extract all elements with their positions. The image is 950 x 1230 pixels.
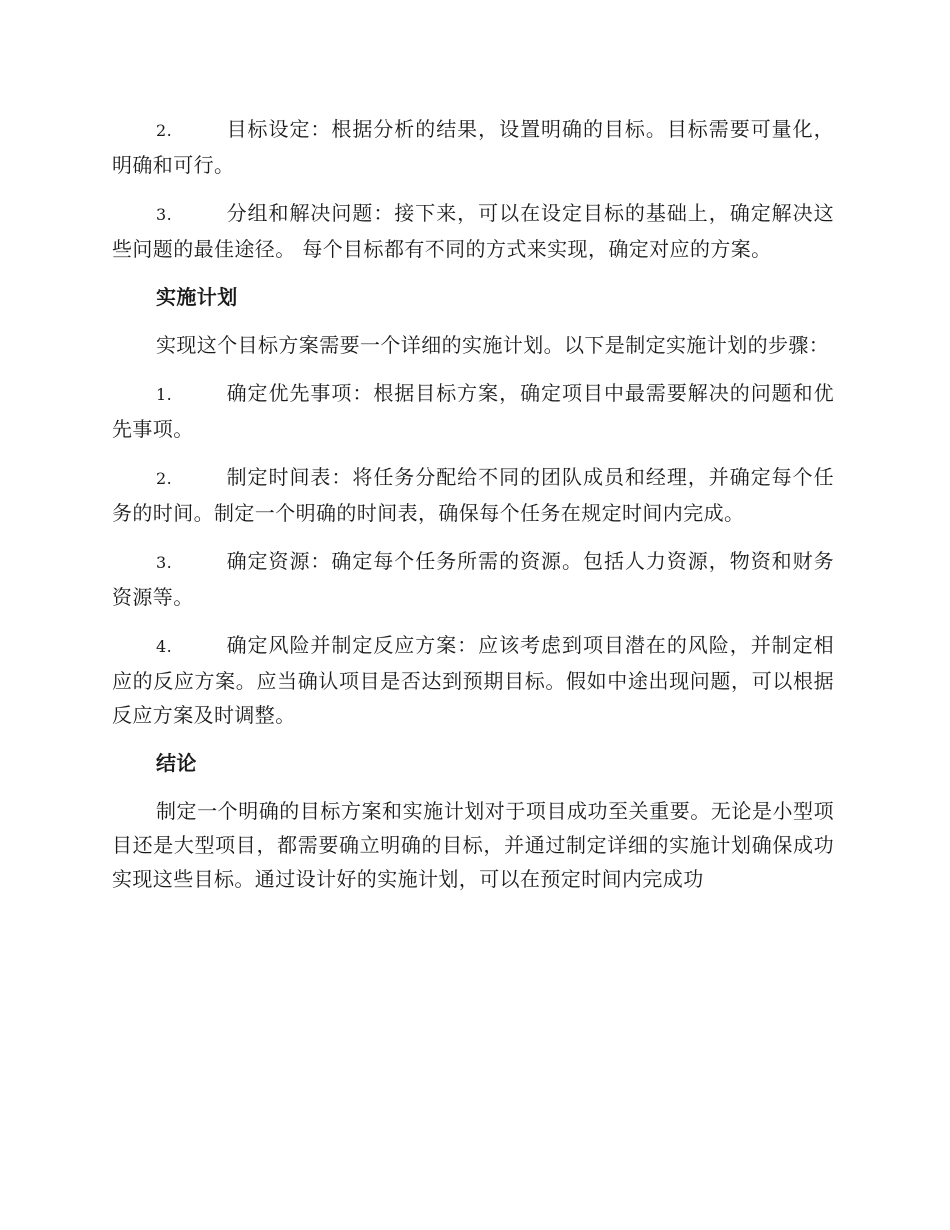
list-item [112,112,834,182]
list-item [112,628,834,732]
list-item [112,376,834,446]
list-number: 3. [156,205,173,224]
list-number: 3. [156,553,173,572]
conclusion-paragraph: 制定一个明确的目标方案和实施计划对于项目成功至关重要。无论是小型项目还是大型项目，都需要确立明确的目标，并通过制定详细的实施计划确保成功实现这些目标。通过设计好的实施计划，可以在预定时间内完成功 [112,799,834,891]
list-item [112,196,834,266]
section-heading-plan: 实施计划 [156,285,238,309]
list-item-text: 目标设定：根据分析的结果，设置明确的目标。目标需要可量化，明确和可行。 [112,117,834,177]
list-item-text: 分组和解决问题：接下来，可以在设定目标的基础上，确定解决这些问题的最佳途径。 每个目标都有不同的方式来实现，确定对应的方案。 [112,201,834,261]
list-item-text: 确定优先事项：根据目标方案，确定项目中最需要解决的问题和优先事项。 [112,381,834,441]
list-number: 1. [156,385,173,404]
list-number: 2. [156,121,173,140]
list-item-text: 制定时间表：将任务分配给不同的团队成员和经理，并确定每个任务的时间。制定一个明确的时间表，确保每个任务在规定时间内完成。 [112,465,834,525]
document-body [112,112,834,910]
list-item [112,544,834,614]
list-number: 4. [156,637,173,656]
plan-intro-paragraph: 实现这个目标方案需要一个详细的实施计划。以下是制定实施计划的步骤： [156,333,830,357]
list-number: 2. [156,469,173,488]
list-item-text: 确定风险并制定反应方案：应该考虑到项目潜在的风险，并制定相应的反应方案。应当确认项目是否达到预期目标。假如中途出现问题，可以根据反应方案及时调整。 [112,633,834,727]
list-item-text: 确定资源：确定每个任务所需的资源。包括人力资源，物资和财务资源等。 [112,549,834,609]
list-item [112,460,834,530]
section-heading-conclusion: 结论 [156,751,197,775]
